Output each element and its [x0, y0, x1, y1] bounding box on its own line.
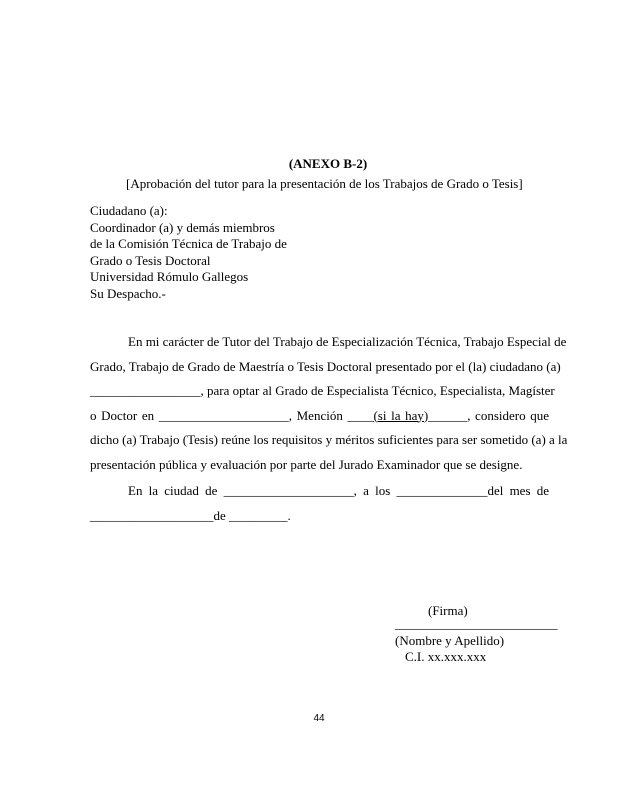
body-line-part: o Doctor en ____________________, Mención ____ [90, 407, 374, 423]
page-number: 44 [313, 713, 325, 724]
address-line: Ciudadano (a): [90, 203, 168, 218]
body-line [90, 404, 549, 429]
mention-note: (si la hay) [373, 407, 429, 423]
city-line: ___________________de _________. [90, 507, 291, 523]
address-line: Su Despacho.- [90, 285, 166, 301]
body-line: En mi carácter de Tutor del Trabajo de Especialización Técnica, Trabajo Especial de [128, 334, 567, 349]
document-subtitle: [Aprobación del tutor para la presentación de los Trabajos de Grado o Tesis] [126, 176, 523, 191]
body-line: _________________, para optar al Grado de Especialista Técnico, Especialista, Magíster [90, 383, 555, 398]
signature-ci: C.I. xx.xxx.xxx [405, 649, 487, 664]
address-line: Grado o Tesis Doctoral [90, 252, 211, 268]
signature-label: (Firma) [428, 603, 468, 618]
signature-rule: _________________________ [395, 616, 558, 631]
body-line-part: ______, considero que [428, 407, 549, 423]
city-line: En la ciudad de ____________________, a los ______________del mes de [128, 483, 549, 498]
address-block [90, 203, 287, 302]
body-line: Grado, Trabajo de Grado de Maestría o Tesis Doctoral presentado por el (la) ciudadano (a) [90, 358, 561, 374]
signature-name: (Nombre y Apellido) [395, 633, 505, 648]
city-paragraph [90, 479, 549, 528]
address-line: Coordinador (a) y demás miembros [90, 219, 275, 235]
body-line: presentación pública y evaluación por parte del Jurado Examinador que se designe. [90, 456, 523, 472]
body-line: dicho (a) Trabajo (Tesis) reúne los requisitos y méritos suficientes para ser sometido (a) a la [90, 432, 568, 447]
address-line: Universidad Rómulo Gallegos [90, 269, 249, 284]
address-line: de la Comisión Técnica de Trabajo de [90, 236, 287, 251]
body-paragraph [90, 330, 568, 477]
document-title: (ANEXO B-2) [288, 156, 368, 171]
